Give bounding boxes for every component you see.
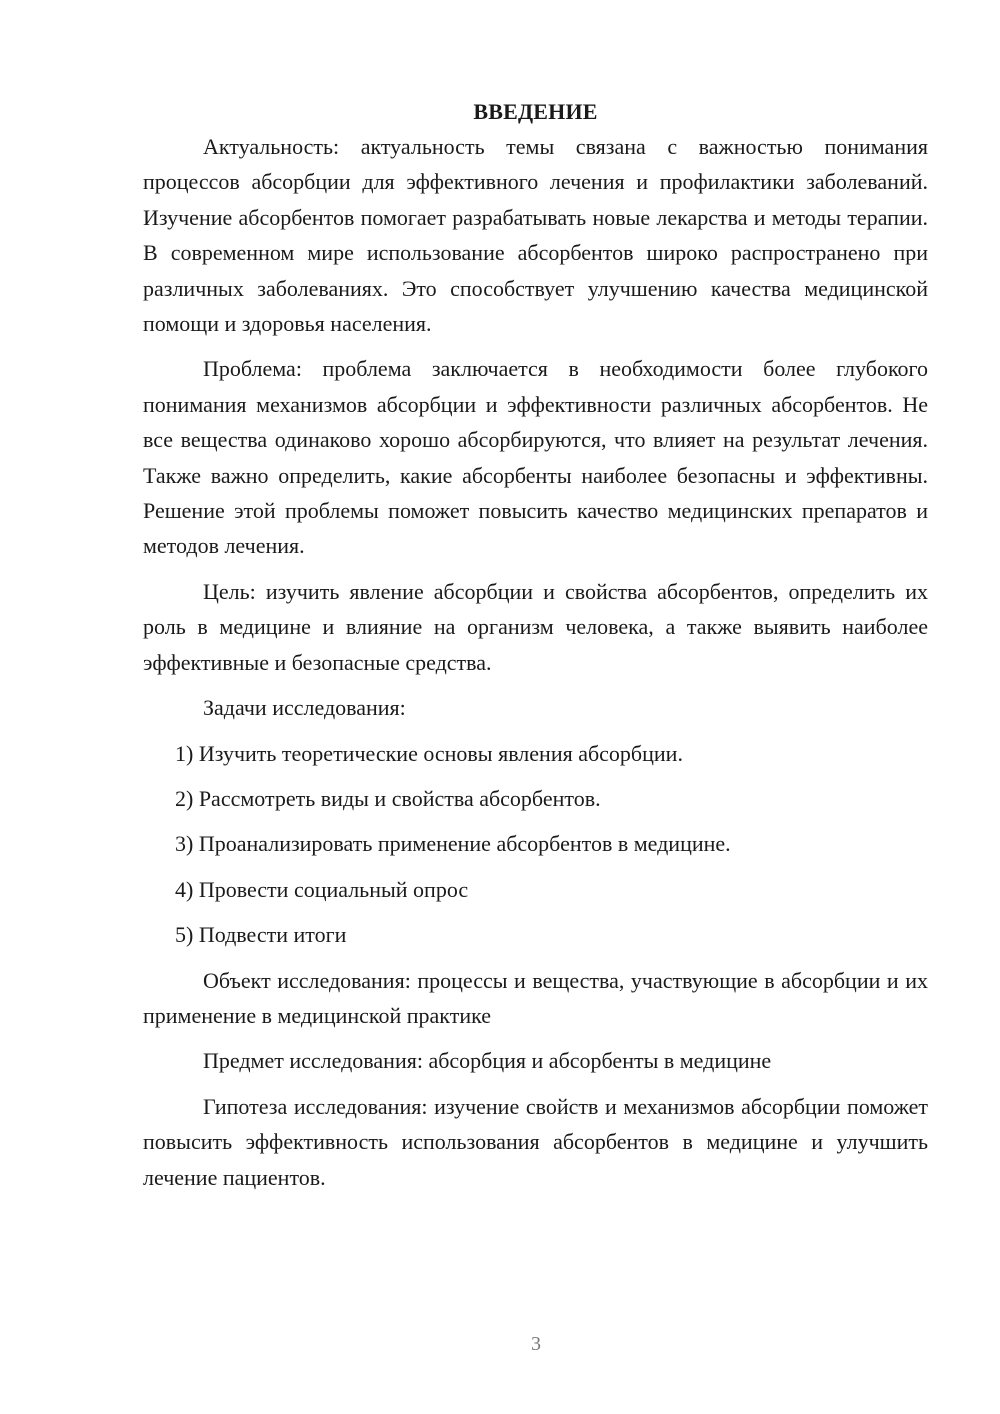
list-item: 1) Изучить теоретические основы явления абсорбции.: [175, 740, 683, 766]
problem-paragraph: Проблема: проблема заключается в необходимости более глубокого понимания механизмов абсорбции и эффективности различных абсорбентов. Не все вещества одинаково хорошо абсорбируются, что влияет на результат лечения. Также важно определить, какие абсорбенты наиболее безопасны и эффективны. Решение этой проблемы поможет повысить качество медицинских препаратов и методов лечения.: [143, 356, 928, 559]
section-title: ВВЕДЕНИЕ: [473, 99, 598, 124]
list-item: 4) Провести социальный опрос: [175, 876, 469, 902]
object-paragraph: Объект исследования: процессы и вещества, участвующие в абсорбции и их применение в медицинской практике: [143, 967, 928, 1028]
relevance-paragraph: Актуальность: актуальность темы связана с важностью понимания процессов абсорбции для эффективного лечения и профилактики заболеваний. Изучение абсорбентов помогает разрабатывать новые лекарства и методы терапии. В современном мире использование абсорбентов широко распространено при различных заболеваниях. Это способствует улучшению качества медицинской помощи и здоровья населения.: [143, 134, 928, 337]
subject-paragraph: Предмет исследования: абсорбция и абсорбенты в медицине: [203, 1048, 772, 1074]
tasks-heading: Задачи исследования:: [203, 695, 406, 721]
page-content: [143, 94, 928, 1205]
list-item: 3) Проанализировать применение абсорбентов в медицине.: [175, 831, 731, 857]
list-item: 2) Рассмотреть виды и свойства абсорбентов.: [175, 785, 601, 811]
list-item: 5) Подвести итоги: [175, 922, 347, 948]
goal-paragraph: Цель: изучить явление абсорбции и свойства абсорбентов, определить их роль в медицине и влияние на организм человека, а также выявить наиболее эффективные и безопасные средства.: [143, 578, 928, 675]
page-number: 3: [531, 1333, 541, 1355]
hypothesis-paragraph: Гипотеза исследования: изучение свойств и механизмов абсорбции поможет повысить эффективность использования абсорбентов в медицине и улучшить лечение пациентов.: [143, 1093, 928, 1190]
tasks-list: [143, 736, 928, 953]
